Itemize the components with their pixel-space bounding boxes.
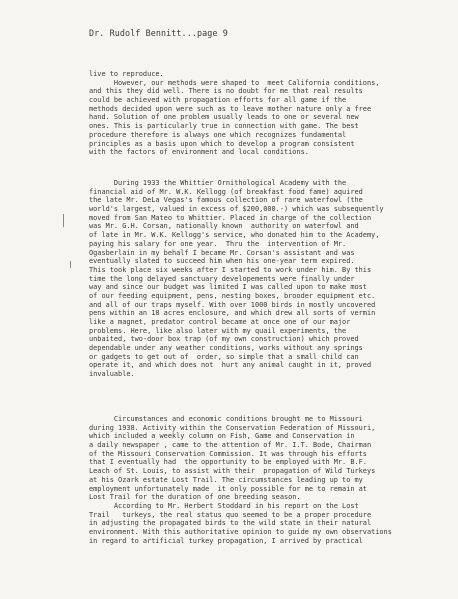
text-line: with the factors of environment and local conditions.: [89, 148, 309, 157]
text-line: operate it, and which does not hurt any animal caught in it, proved: [89, 361, 372, 370]
text-line: principles as a basis upon which to develop a program consistent: [89, 139, 355, 148]
text-line: a daily newspaper , came to the attention of Mr. I.T. Bode, Chairman: [89, 441, 372, 450]
text-line: at his Ozark estate Lost Trail. The circumstances leading up to my: [89, 475, 363, 484]
text-line: problems. Here, like also later with my quail experiments, the: [89, 326, 347, 335]
text-line: time the long delayed sanctuary developements were finally under: [89, 274, 355, 283]
text-line: However, our methods were shaped to meet California conditions,: [89, 78, 380, 87]
text-line: of our feeding equipment, pens, nesting boxes, brooder equipment etc.: [89, 291, 376, 300]
text-line: pens within an 18 acres enclosure, and which drew all sorts of vermin: [89, 309, 376, 318]
text-line: could be achieved with propagation efforts for all game if the: [89, 96, 347, 105]
text-line: methods decided upon were such as to leave mother nature only a free: [89, 104, 372, 113]
text-line: which included a weekly column on Fish, Game and Conservation in: [89, 432, 355, 441]
text-line: like a magnet, predator control became at once one of our major: [89, 318, 351, 326]
text-line: was Mr. G.H. Corsan, nationally known authority on waterfowl and: [89, 222, 359, 231]
text-line: and all of our traps myself. With over 1000 birds in mostly uncovered: [89, 300, 376, 309]
text-line: hand. Solution of one problem usually leads to one or several new: [89, 113, 359, 122]
text-line: or gadgets to get out of order, so simple that a small child can: [89, 352, 359, 361]
text-line: employment unfortunately made it only possible for me to remain at: [89, 484, 367, 493]
text-line: invaluable.: [89, 370, 135, 379]
text-line: that I eventually had the opportunity to be employed with Mr. B.F.: [89, 458, 367, 467]
text-line: financial aid of Mr. W.K. Kellogg (of breakfast food fame) aquired: [89, 187, 363, 196]
text-line: procedure therefore is always one which recognizes fundamental: [89, 130, 347, 139]
text-line: dependable under any weather conditions, works without any springs: [89, 344, 363, 353]
text-line: of late in Mr. W.K. Kellogg's service, who donated him to the Academy,: [89, 231, 380, 240]
text-line: According to Mr. Herbert Stoddard in his report on the Lost: [89, 501, 359, 510]
text-line: environment. With this authoritative opinion to guide my own observations: [89, 527, 392, 536]
text-line: live to reproduce.: [89, 70, 164, 78]
text-line: Trail turkeys, the real status quo seemed to be a proper procedure: [89, 510, 372, 519]
text-line: and this they did well. There is no doubt for me that real results: [89, 87, 363, 96]
text-line: Leach of St. Louis, to assist with their propagation of Wild Turkeys: [89, 467, 376, 476]
text-line: world's largest, valued in excess of $200,000.-) which was subsequently: [89, 205, 384, 214]
margin-mark: [70, 261, 71, 268]
text-line: in adjusting the propagated birds to the wild state in their natural: [89, 519, 372, 528]
text-line: moved from San Mateo to Whittier. Placed in charge of the collection: [89, 213, 372, 222]
text-line: This took place six weeks after I started to work under him. By this: [89, 265, 372, 274]
paragraph-1: [89, 70, 379, 157]
text-line: the late Mr. DeLa Vegas's famous collection of rare waterfowl (the: [89, 196, 363, 205]
text-line: unbaited, two-door box trap (of my own construction) which proved: [89, 335, 359, 344]
text-line: Circumstances and economic conditions brought me to Missouri: [89, 415, 363, 423]
text-line: ones. This is particularly true in connection with game. The best: [89, 122, 359, 131]
text-line: of the Missouri Conservation Commission. It was through his efforts: [89, 449, 367, 458]
text-line: in regard to artificial turkey propagation, I arrived by practical: [89, 536, 363, 545]
text-line: eventually slated to succeed him when his one-year term expired.: [89, 257, 355, 266]
text-line: way and since our budget was limited I was called upon to make most: [89, 283, 367, 292]
text-line: Lost Trail for the duration of one breeding season.: [89, 493, 301, 502]
margin-mark: [63, 214, 64, 227]
text-line: paying his salary for one year. Thru the intervention of Mr.: [89, 239, 347, 248]
paragraph-3: [89, 415, 392, 545]
text-line: During 1933 the Whittier Ornithological Academy with the: [89, 179, 347, 187]
paragraph-2: [89, 179, 384, 379]
page-header: Dr. Rudolf Bennitt...page 9: [89, 28, 228, 38]
text-line: during 1938. Activity within the Conservation Federation of Missouri,: [89, 423, 376, 432]
text-line: Ogasberlain in my behalf I became Mr. Corsan's assistant and was: [89, 248, 355, 257]
